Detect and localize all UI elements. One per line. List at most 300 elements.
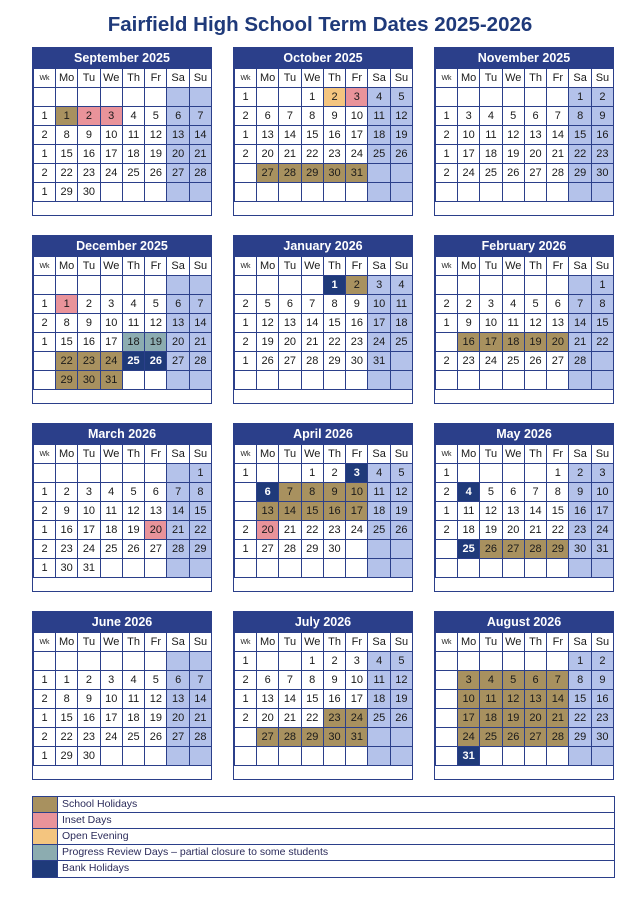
empty-cell (547, 559, 569, 578)
week-number: 1 (436, 464, 458, 483)
day-cell: 14 (279, 502, 301, 521)
day-cell: 1 (301, 88, 323, 107)
week-number (34, 88, 56, 107)
empty-cell (458, 559, 480, 578)
day-cell: 22 (569, 145, 591, 164)
day-cell: 21 (569, 333, 591, 352)
day-cell: 10 (346, 107, 368, 126)
empty-cell (257, 88, 279, 107)
day-cell: 24 (346, 145, 368, 164)
empty-cell (502, 371, 524, 390)
empty-cell (122, 652, 144, 671)
day-cell: 9 (56, 502, 78, 521)
week-number: 1 (34, 107, 56, 126)
week-number (436, 671, 458, 690)
empty-cell (502, 747, 524, 766)
empty-cell (279, 371, 301, 390)
day-cell: 18 (480, 709, 502, 728)
week-number: 2 (235, 333, 257, 352)
day-cell: 29 (301, 540, 323, 559)
empty-cell (122, 559, 144, 578)
day-cell: 31 (78, 559, 100, 578)
day-cell: 27 (257, 728, 279, 747)
week-number (436, 559, 458, 578)
empty-cell (122, 464, 144, 483)
week-number (235, 164, 257, 183)
month-calendar (434, 423, 614, 592)
empty-cell (100, 747, 122, 766)
day-cell: 6 (547, 295, 569, 314)
day-cell: 4 (368, 652, 390, 671)
day-cell: 23 (591, 145, 613, 164)
week-number (436, 728, 458, 747)
day-header: Mo (56, 257, 78, 276)
month-title: January 2026 (234, 236, 412, 256)
empty-cell (145, 747, 167, 766)
day-cell: 24 (346, 709, 368, 728)
empty-cell (167, 276, 189, 295)
empty-cell (301, 276, 323, 295)
empty-cell (591, 559, 613, 578)
day-cell: 7 (524, 483, 546, 502)
day-cell: 17 (368, 314, 390, 333)
day-cell: 21 (524, 521, 546, 540)
week-number: 2 (436, 483, 458, 502)
day-cell: 3 (346, 88, 368, 107)
week-number: 1 (235, 464, 257, 483)
empty-cell (189, 276, 211, 295)
month-title: March 2026 (33, 424, 211, 444)
day-cell: 10 (100, 314, 122, 333)
week-number (235, 559, 257, 578)
day-cell: 25 (480, 164, 502, 183)
empty-cell (100, 276, 122, 295)
day-cell: 16 (78, 145, 100, 164)
empty-cell (279, 464, 301, 483)
empty-cell (591, 183, 613, 202)
day-cell: 29 (301, 164, 323, 183)
week-number: 1 (436, 502, 458, 521)
day-cell: 18 (368, 690, 390, 709)
day-header: We (301, 445, 323, 464)
day-cell: 6 (167, 295, 189, 314)
week-number (34, 652, 56, 671)
day-header: Fr (346, 445, 368, 464)
day-cell: 19 (390, 690, 412, 709)
week-header: Wk (34, 257, 56, 276)
day-cell: 10 (480, 314, 502, 333)
empty-cell (279, 747, 301, 766)
day-cell: 19 (480, 521, 502, 540)
empty-cell (480, 747, 502, 766)
empty-cell (502, 276, 524, 295)
week-number (436, 747, 458, 766)
day-cell: 4 (122, 295, 144, 314)
day-cell: 27 (279, 352, 301, 371)
empty-cell (145, 652, 167, 671)
day-cell: 14 (301, 314, 323, 333)
day-header: Fr (547, 257, 569, 276)
day-cell: 7 (301, 295, 323, 314)
day-cell: 12 (480, 502, 502, 521)
empty-cell (458, 183, 480, 202)
day-cell: 28 (189, 352, 211, 371)
day-header: Th (122, 633, 144, 652)
day-cell: 22 (591, 333, 613, 352)
day-cell: 3 (458, 671, 480, 690)
day-cell: 27 (167, 728, 189, 747)
day-cell: 4 (458, 483, 480, 502)
day-cell: 30 (56, 559, 78, 578)
legend-row (33, 845, 614, 861)
day-header: Su (189, 69, 211, 88)
week-number: 2 (436, 352, 458, 371)
day-cell: 10 (591, 483, 613, 502)
empty-cell (167, 747, 189, 766)
day-cell: 15 (323, 314, 345, 333)
empty-cell (458, 652, 480, 671)
week-number (235, 483, 257, 502)
day-cell: 23 (56, 540, 78, 559)
week-number (34, 371, 56, 390)
day-cell: 12 (502, 690, 524, 709)
week-number: 1 (34, 747, 56, 766)
day-cell: 26 (145, 352, 167, 371)
month-calendar (32, 235, 212, 404)
day-cell: 27 (524, 164, 546, 183)
empty-cell (390, 728, 412, 747)
day-cell: 23 (591, 709, 613, 728)
day-cell: 27 (257, 164, 279, 183)
day-header: We (301, 69, 323, 88)
day-cell: 17 (591, 502, 613, 521)
day-cell: 22 (56, 728, 78, 747)
empty-cell (368, 371, 390, 390)
day-cell: 5 (502, 107, 524, 126)
empty-cell (257, 747, 279, 766)
empty-cell (145, 464, 167, 483)
empty-cell (591, 371, 613, 390)
empty-cell (301, 559, 323, 578)
day-cell: 1 (301, 652, 323, 671)
empty-cell (547, 276, 569, 295)
page-title: Fairfield High School Term Dates 2025-2026 (107, 13, 533, 36)
empty-cell (56, 276, 78, 295)
day-cell: 27 (167, 164, 189, 183)
day-cell: 12 (524, 314, 546, 333)
month-title: September 2025 (33, 48, 211, 68)
day-header: Mo (257, 445, 279, 464)
month-title: May 2026 (435, 424, 613, 444)
day-cell: 3 (100, 671, 122, 690)
month-title: December 2025 (33, 236, 211, 256)
day-cell: 17 (346, 126, 368, 145)
week-header: Wk (235, 445, 257, 464)
day-header: Su (591, 257, 613, 276)
day-header: Sa (167, 69, 189, 88)
empty-cell (480, 559, 502, 578)
empty-cell (368, 164, 390, 183)
empty-cell (257, 559, 279, 578)
legend-row (33, 861, 614, 877)
day-cell: 8 (323, 295, 345, 314)
day-cell: 18 (122, 333, 144, 352)
day-cell: 5 (524, 295, 546, 314)
day-header: Mo (458, 445, 480, 464)
day-header: Tu (480, 69, 502, 88)
day-cell: 28 (279, 540, 301, 559)
legend-row (33, 829, 614, 845)
day-cell: 12 (257, 314, 279, 333)
empty-cell (502, 559, 524, 578)
day-header: Su (189, 445, 211, 464)
day-header: Sa (167, 633, 189, 652)
day-cell: 7 (547, 671, 569, 690)
day-header: Mo (56, 445, 78, 464)
day-cell: 24 (100, 728, 122, 747)
day-cell: 12 (390, 483, 412, 502)
day-cell: 8 (301, 483, 323, 502)
empty-cell (122, 371, 144, 390)
day-cell: 2 (323, 88, 345, 107)
empty-cell (301, 371, 323, 390)
day-header: Fr (547, 445, 569, 464)
week-number (235, 728, 257, 747)
day-cell: 9 (458, 314, 480, 333)
empty-cell (480, 183, 502, 202)
empty-cell (56, 464, 78, 483)
day-cell: 27 (257, 540, 279, 559)
day-cell: 2 (458, 295, 480, 314)
day-cell: 25 (122, 728, 144, 747)
month-title: November 2025 (435, 48, 613, 68)
day-cell: 13 (502, 502, 524, 521)
week-number (235, 371, 257, 390)
week-number: 2 (34, 540, 56, 559)
day-cell: 7 (167, 483, 189, 502)
legend-label: School Holidays (62, 798, 138, 810)
empty-cell (257, 371, 279, 390)
day-cell: 18 (368, 126, 390, 145)
day-cell: 18 (502, 333, 524, 352)
day-cell: 25 (100, 540, 122, 559)
empty-cell (458, 464, 480, 483)
day-cell: 3 (480, 295, 502, 314)
day-cell: 22 (56, 352, 78, 371)
day-header: Sa (569, 633, 591, 652)
month-calendar (434, 47, 614, 216)
day-cell: 3 (100, 295, 122, 314)
day-cell: 24 (100, 164, 122, 183)
empty-cell (122, 276, 144, 295)
empty-cell (390, 559, 412, 578)
day-cell: 1 (547, 464, 569, 483)
day-cell: 29 (569, 164, 591, 183)
day-cell: 24 (100, 352, 122, 371)
empty-cell (78, 652, 100, 671)
day-cell: 8 (56, 126, 78, 145)
day-header: Su (390, 257, 412, 276)
empty-cell (390, 371, 412, 390)
day-cell: 15 (56, 333, 78, 352)
week-number: 1 (34, 559, 56, 578)
day-header: Sa (569, 445, 591, 464)
day-cell: 2 (78, 107, 100, 126)
day-cell: 7 (189, 671, 211, 690)
day-cell: 11 (368, 107, 390, 126)
empty-cell (502, 88, 524, 107)
empty-cell (301, 747, 323, 766)
empty-cell (189, 371, 211, 390)
day-cell: 11 (480, 690, 502, 709)
day-header: Su (189, 257, 211, 276)
day-cell: 15 (189, 502, 211, 521)
day-cell: 12 (502, 126, 524, 145)
day-cell: 13 (145, 502, 167, 521)
legend-swatch (33, 797, 58, 812)
empty-cell (301, 183, 323, 202)
day-header: Tu (279, 257, 301, 276)
week-number (34, 464, 56, 483)
day-cell: 8 (569, 671, 591, 690)
day-cell: 15 (569, 126, 591, 145)
week-number: 2 (235, 107, 257, 126)
week-number: 1 (436, 145, 458, 164)
empty-cell (78, 464, 100, 483)
day-header: Mo (257, 69, 279, 88)
day-cell: 2 (78, 671, 100, 690)
day-header: Mo (257, 257, 279, 276)
day-cell: 27 (502, 540, 524, 559)
day-cell: 25 (122, 164, 144, 183)
day-cell: 21 (189, 709, 211, 728)
empty-cell (368, 728, 390, 747)
week-number: 1 (34, 709, 56, 728)
day-cell: 10 (78, 502, 100, 521)
day-header: We (502, 257, 524, 276)
day-header: Tu (78, 633, 100, 652)
day-cell: 20 (547, 333, 569, 352)
day-cell: 13 (167, 126, 189, 145)
day-cell: 26 (257, 352, 279, 371)
day-cell: 1 (323, 276, 345, 295)
week-number: 2 (436, 164, 458, 183)
day-cell: 16 (458, 333, 480, 352)
week-number (34, 352, 56, 371)
week-number: 2 (34, 690, 56, 709)
empty-cell (390, 352, 412, 371)
day-cell: 22 (189, 521, 211, 540)
day-cell: 19 (257, 333, 279, 352)
day-cell: 24 (458, 164, 480, 183)
empty-cell (189, 183, 211, 202)
day-cell: 7 (279, 671, 301, 690)
day-header: Sa (368, 257, 390, 276)
day-cell: 6 (145, 483, 167, 502)
day-cell: 8 (301, 107, 323, 126)
day-cell: 2 (346, 276, 368, 295)
day-cell: 30 (569, 540, 591, 559)
empty-cell (122, 183, 144, 202)
month-title: July 2026 (234, 612, 412, 632)
day-cell: 15 (56, 145, 78, 164)
day-cell: 30 (78, 183, 100, 202)
week-header: Wk (436, 69, 458, 88)
day-cell: 17 (480, 333, 502, 352)
week-header: Wk (436, 445, 458, 464)
day-cell: 26 (390, 145, 412, 164)
week-number (436, 371, 458, 390)
week-number: 1 (235, 88, 257, 107)
empty-cell (524, 747, 546, 766)
day-cell: 14 (189, 126, 211, 145)
day-cell: 23 (323, 521, 345, 540)
day-cell: 21 (547, 145, 569, 164)
day-cell: 23 (569, 521, 591, 540)
empty-cell (257, 183, 279, 202)
day-cell: 21 (189, 145, 211, 164)
day-cell: 14 (279, 126, 301, 145)
day-cell: 16 (56, 521, 78, 540)
day-cell: 5 (390, 652, 412, 671)
month-title: August 2026 (435, 612, 613, 632)
day-cell: 30 (591, 164, 613, 183)
day-header: Sa (368, 69, 390, 88)
day-cell: 13 (167, 314, 189, 333)
week-number (235, 747, 257, 766)
day-cell: 10 (100, 126, 122, 145)
day-cell: 24 (368, 333, 390, 352)
day-cell: 26 (145, 728, 167, 747)
month-calendar (233, 423, 413, 592)
day-cell: 23 (323, 145, 345, 164)
legend-swatch (33, 829, 58, 844)
empty-cell (167, 559, 189, 578)
day-cell: 25 (122, 352, 144, 371)
day-cell: 3 (591, 464, 613, 483)
day-cell: 5 (390, 88, 412, 107)
day-cell: 31 (458, 747, 480, 766)
week-number (436, 88, 458, 107)
day-cell: 1 (189, 464, 211, 483)
day-cell: 10 (346, 483, 368, 502)
legend-swatch (33, 813, 58, 828)
day-cell: 4 (480, 671, 502, 690)
day-cell: 11 (122, 126, 144, 145)
empty-cell (368, 183, 390, 202)
day-header: Tu (480, 445, 502, 464)
empty-cell (56, 652, 78, 671)
week-number (436, 690, 458, 709)
day-cell: 8 (569, 107, 591, 126)
day-cell: 31 (346, 728, 368, 747)
day-cell: 6 (257, 483, 279, 502)
day-cell: 20 (257, 521, 279, 540)
day-cell: 19 (122, 521, 144, 540)
week-number: 1 (34, 521, 56, 540)
week-header: Wk (436, 257, 458, 276)
day-cell: 8 (189, 483, 211, 502)
empty-cell (189, 88, 211, 107)
day-header: Fr (145, 257, 167, 276)
week-number: 1 (235, 314, 257, 333)
day-cell: 2 (591, 88, 613, 107)
day-cell: 19 (390, 502, 412, 521)
day-cell: 8 (591, 295, 613, 314)
day-header: Th (323, 69, 345, 88)
empty-cell (569, 276, 591, 295)
week-number (436, 276, 458, 295)
